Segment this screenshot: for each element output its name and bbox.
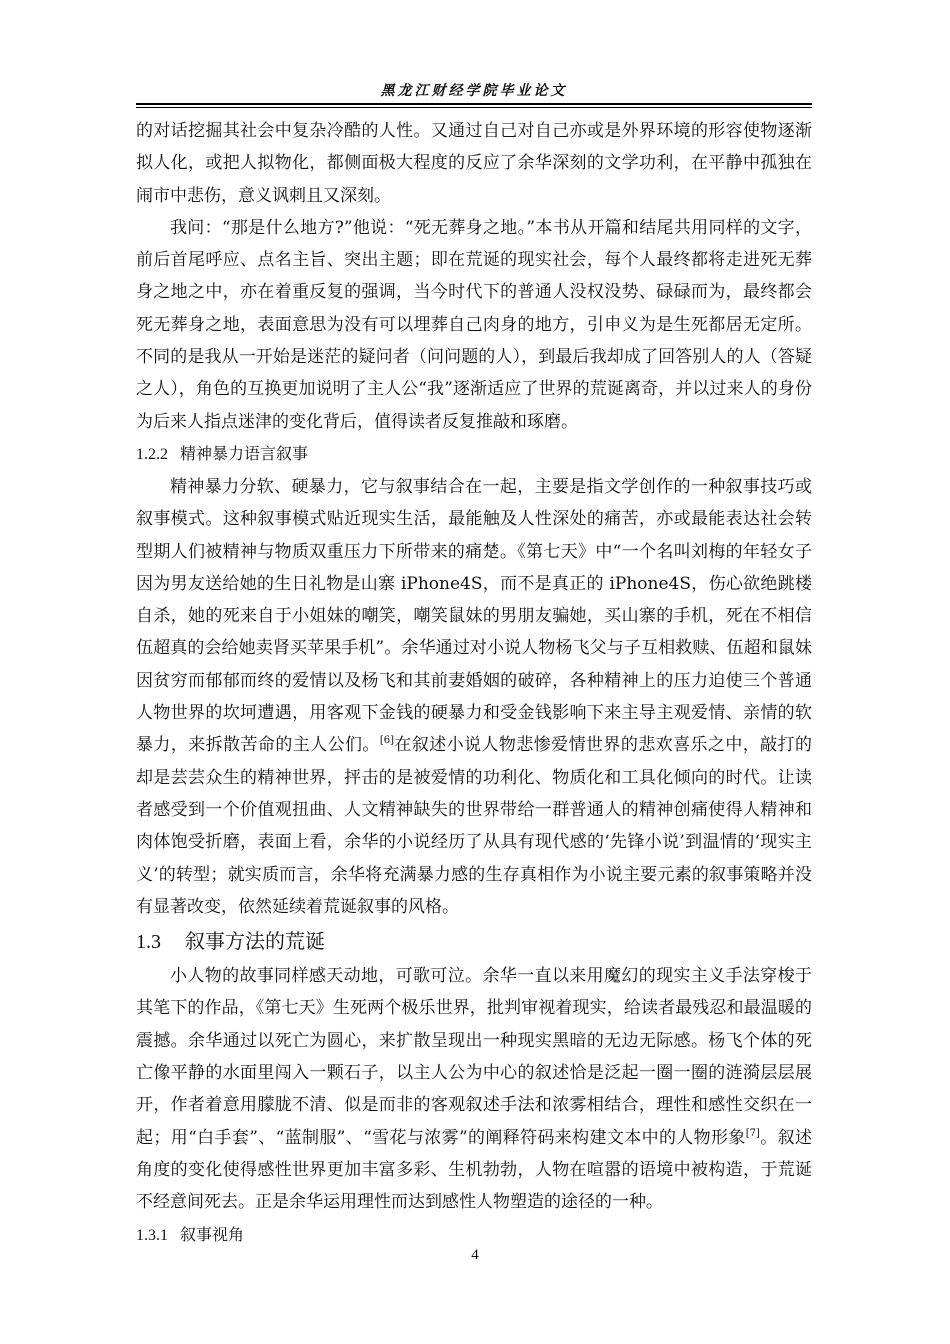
citation-ref-7: [7] (745, 1127, 760, 1139)
section-title: 精神暴力语言叙事 (180, 443, 309, 463)
body-content (136, 115, 812, 1252)
paragraph-continuation: 的对话挖掘其社会中复杂冷酷的人性。又通过自己对自己亦或是外界环境的形容使物逐渐拟人化，或把人拟物化，都侧面极大程度的反应了余华深刻的文学功利，在平静中孤独在闹市中悲伤，意义讽刺且又深刻。 (136, 121, 812, 206)
paragraph-narrative-method (136, 960, 812, 1218)
paragraph-text: 小人物的故事同样感天动地，可歌可泣。余华一直以来用魔幻的现实主义手法穿梭于其笔下的作品，《第七天》生死两个极乐世界，批判审视着现实，给读者最残忍和最温暖的震撼。余华通过以死亡为圆心，来扩散呈现出一种现实黑暗的无边无际感。杨飞个体的死亡像平静的水面里闯入一颗石子，以主人公为中心的叙述恰是泛起一圈一圈的涟漪层层展开，作者着意用朦胧不清、似是而非的客观叙述手法和浓雾相结合，理性和感性交织在一起；用“白手套”、“蓝制服”、“雪花与浓雾”的阐释符码来构建文本中的人物形象 (136, 966, 812, 1148)
header-rule-thick (136, 103, 812, 105)
page-number: 4 (471, 1247, 479, 1263)
section-title: 叙事方法的荒诞 (185, 929, 325, 954)
section-number: 1.3 (136, 931, 161, 954)
section-number: 1.2.2 (136, 445, 168, 463)
section-heading-1-2-2 (136, 438, 812, 471)
paragraph-quote-analysis: 我问：“那是什么地方?”他说：“死无葬身之地。”本书从开篇和结尾共用同样的文字，前后首尾呼应、点名主旨、突出主题；即在荒诞的现实社会，每个人最终都将走进死无葬身之地之中，亦在着重反复的强调，当今时代下的普通人没权没势、碌碌而为，最终都会死无葬身之地，表面意思为没有可以埋葬自己肉身的地方，引申义为是生死都居无定所。不同的是我从一开始是迷茫的疑问者（问问题的人），到最后我却成了回答别人的人（答疑之人），角色的互换更加说明了主人公“我”逐渐适应了世界的荒诞离奇，并以过来人的身份为后来人指点迷津的变化背后，值得读者反复推敲和琢磨。 (136, 217, 812, 432)
header-rule-thin (136, 107, 812, 108)
section-number: 1.3.1 (136, 1226, 168, 1244)
citation-ref-6: [6] (379, 735, 395, 747)
running-header-title: 黑龙江财经学院毕业论文 (380, 83, 568, 99)
section-title: 叙事视角 (180, 1224, 245, 1244)
paragraph-text: 在叙述小说人物悲惨爱情世界的悲欢喜乐之中，敲打的却是芸芸众生的精神世界，抨击的是被爱情的功利化、物质化和工具化倾向的时代。让读者感受到一个价值观扭曲、人文精神缺失的世界带给一群普通人的精神创痛使得人精神和肉体饱受折磨，表面上看，余华的小说经历了从具有现代感的‘先锋小说’到温情的‘现实主义’的转型；就实质而言，余华将充满暴力感的生存真相作为小说主要元素的叙事策略并没有显著改变，依然延续着荒诞叙事的风格。 (136, 735, 813, 917)
section-heading-1-3 (136, 923, 812, 960)
paragraph-spiritual-violence (136, 471, 812, 923)
paragraph-text: 。叙述角度的变化使得感性世界更加丰富多彩、生机勃勃，人物在喧嚣的语境中被构造，于荒诞不经意间死去。正是余华运用理性而达到感性人物塑造的途径的一种。 (136, 1127, 812, 1213)
paragraph-text: 精神暴力分软、硬暴力，它与叙事结合在一起，主要是指文学创作的一种叙事技巧或叙事模式。这种叙事模式贴近现实生活，最能触及人性深处的痛苦，亦或最能表达社会转型期人们被精神与物质双重压力下所带来的痛楚。《第七天》中“一个名叫刘梅的年轻女子因为男友送给她的生日礼物是山寨 iPhone4S，而不是真正的 iPhone4S，伤心欲绝跳楼自杀，她的死来自于小姐妹的嘲笑，嘲笑鼠妹的男朋友骗她，买山寨的手机，死在不相信伍超真的会给她卖肾买苹果手机”。余华通过对小说人物杨飞父与子互相救赎、伍超和鼠妹因贫穷而郁郁而终的爱情以及杨飞和其前妻婚姻的破碎，各种精神上的压力迫使三个普通人物世界的坎坷遭遇，用客观下金钱的硬暴力和受金钱影响下来主导主观爱情、亲情的软暴力，来拆散苦命的主人公们。 (136, 476, 812, 756)
